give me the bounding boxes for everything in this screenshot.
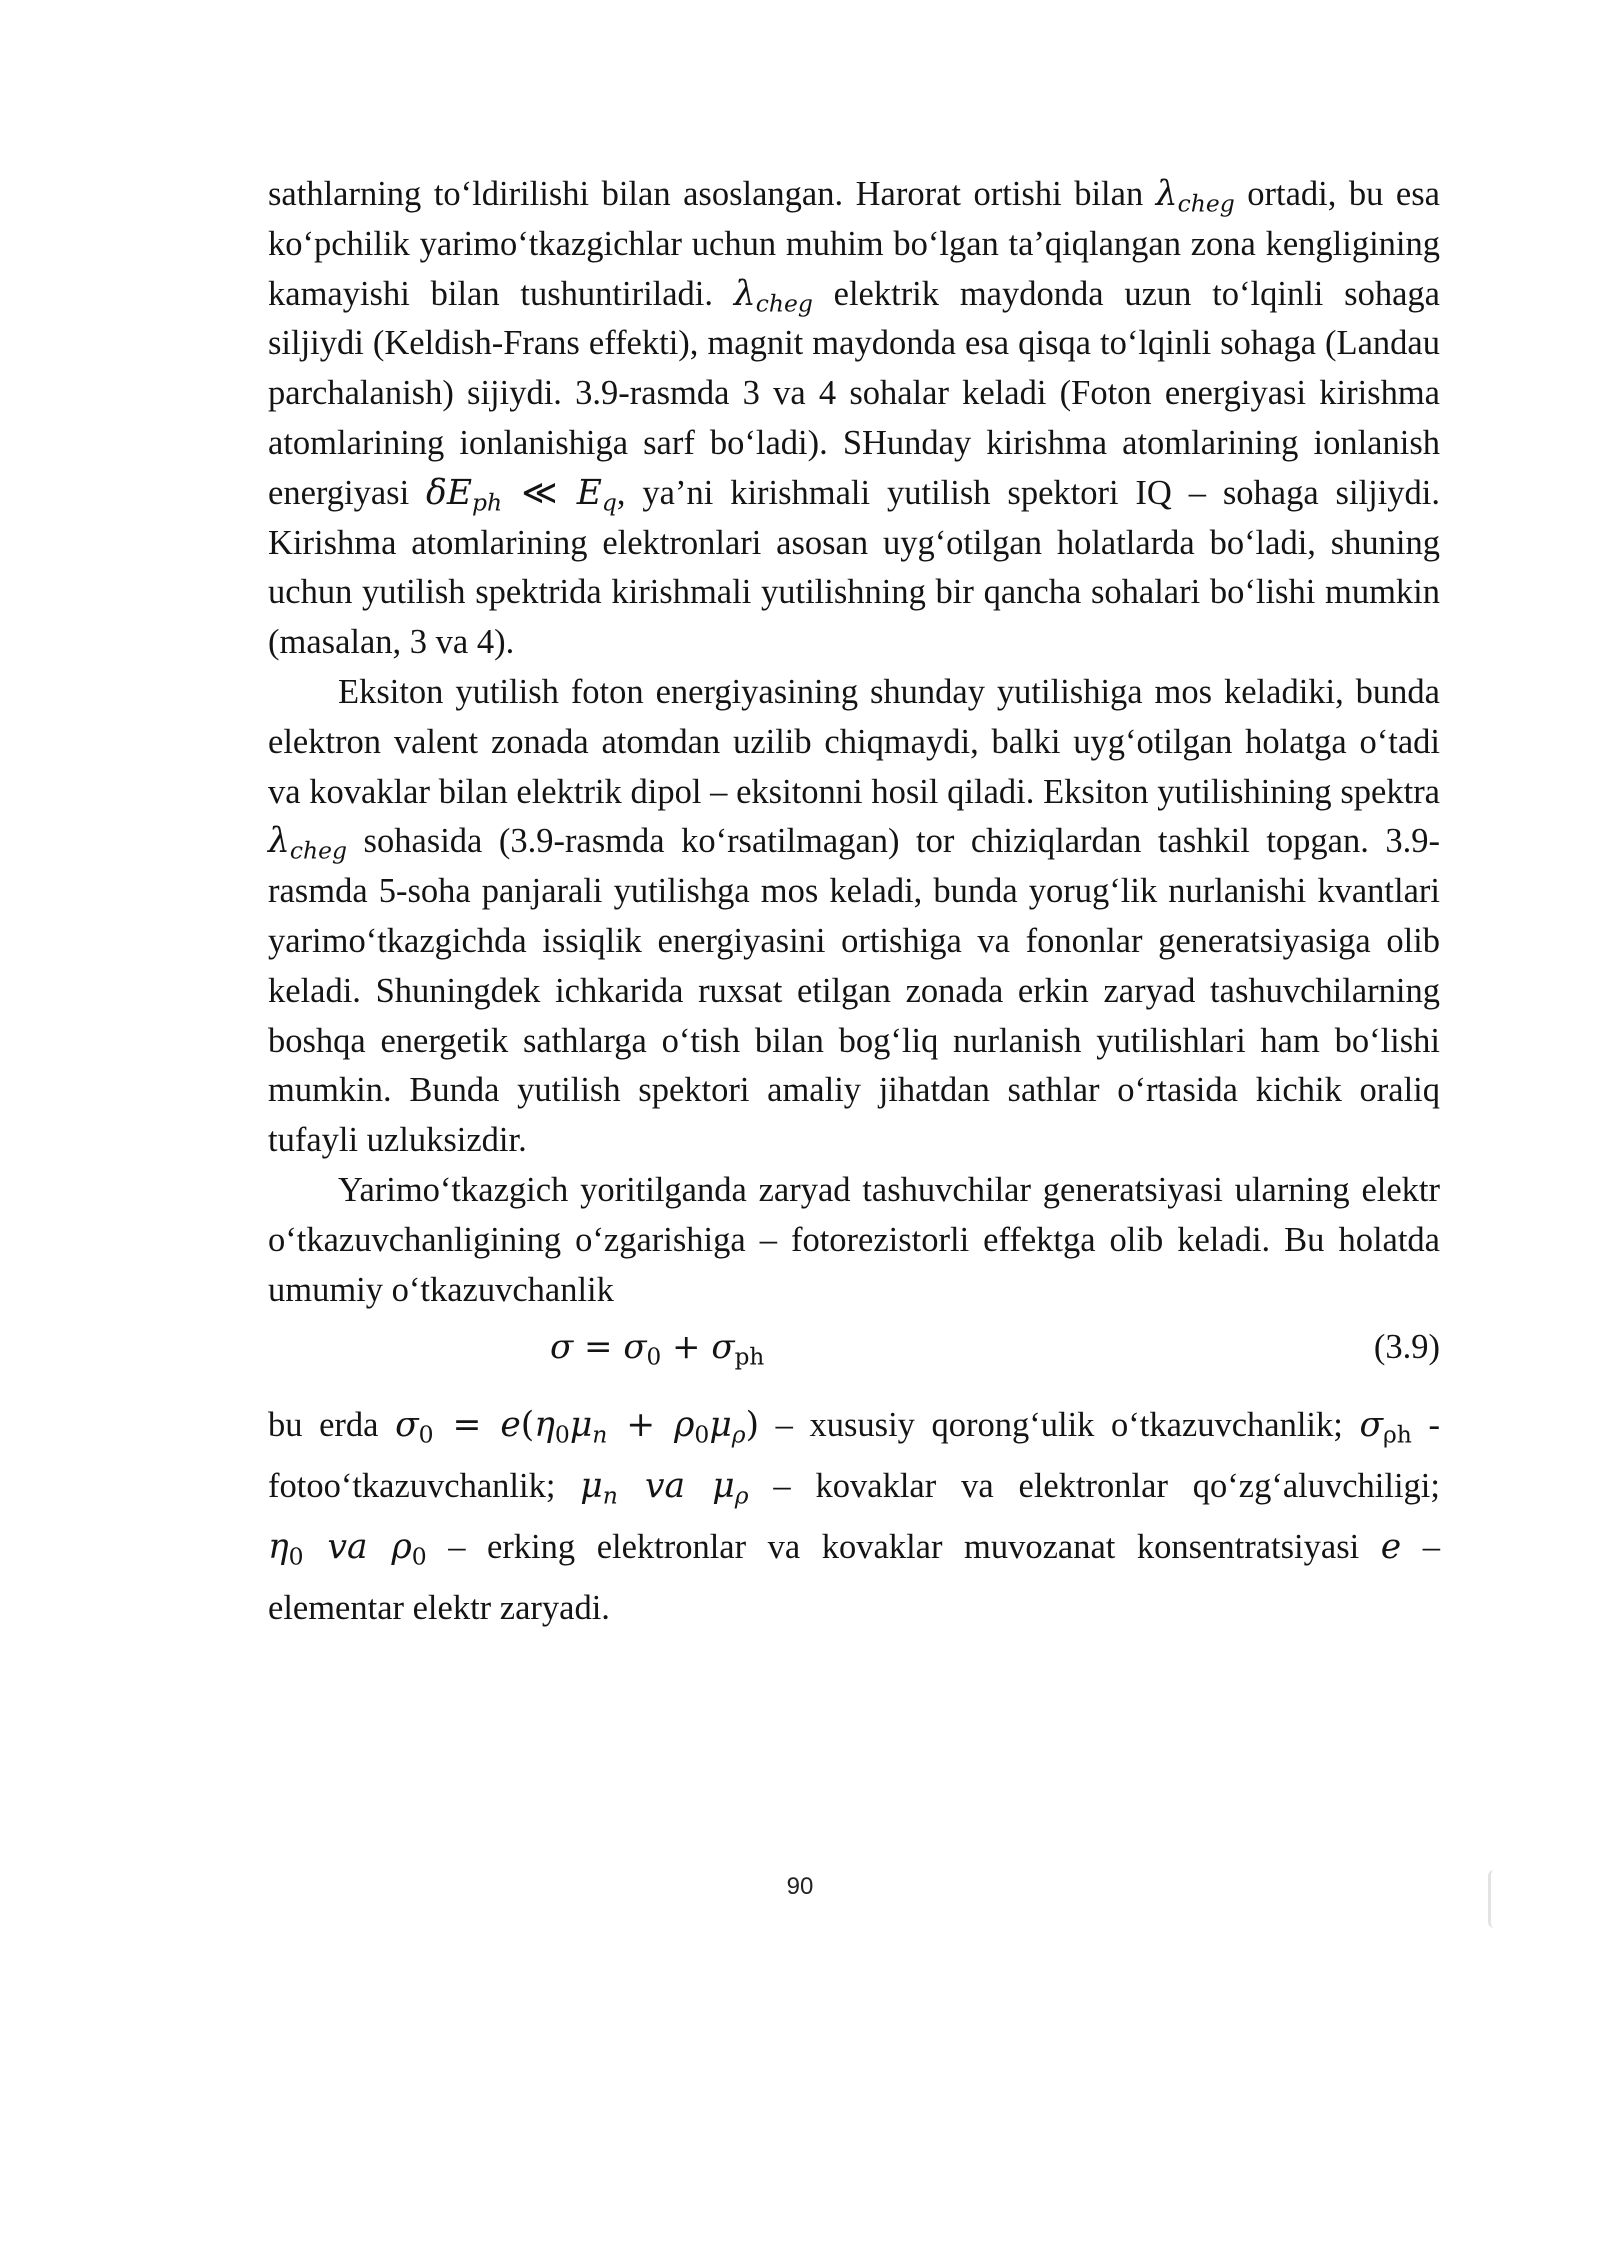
text-run: bu erda: [268, 1406, 396, 1445]
page-number: 90: [786, 1873, 814, 1900]
concentration-symbols: $\eta_0$ va $\rho_0$: [268, 1527, 427, 1571]
text-run: – erking elektronlar va kovaklar muvozanat konsentratsiyasi: [426, 1528, 1381, 1567]
text-run: – elementar elektr zaryadi.: [268, 1528, 1441, 1628]
elementary-charge-symbol: e: [1380, 1527, 1402, 1568]
equation-number: (3.9): [1373, 1328, 1440, 1367]
text-run: - fotoo‘tkazuvchanlik;: [268, 1406, 1440, 1506]
page-edge-mark: [1488, 1870, 1497, 1928]
lambda-cheg-symbol: $\lambda_{cheg}$: [733, 273, 813, 318]
paragraph-3: [268, 1166, 1440, 1315]
text-run: sohasida (3.9-rasmda ko‘rsatilmagan) tor chiziqlardan tashkil topgan. 3.9-rasmda 5-soha panjarali yutilishga mos keladi, bunda yorug‘lik nurlanishi kvantlari yarimo‘tkazgichda issiqlik energiyasini ortishiga va fononlar generatsiyasiga olib keladi. Shuningdek ichkarida ruxsat etilgan zonada erkin zaryad tashuvchilarning boshqa energetik sathlarga o‘tish bilan bog‘liq nurlanish yutilishlari ham bo‘lishi mumkin. Bunda yutilish spektori amaliy jihatdan sathlar o‘rtasida kichik oraliq tufayli uzluksizdir.: [268, 822, 1440, 1160]
equation-3-9: [268, 1319, 1440, 1381]
text-run: ortadi, bu esa ko‘pchilik yarimo‘tkazgichlar uchun muhim bo‘lgan ta’qiqlangan zona kengligining kamayishi bilan tushuntiriladi.: [268, 175, 1440, 313]
text-run: elektrik maydonda uzun to‘lqinli sohaga siljiydi (Keldish-Frans effekti), magnit maydonda esa qisqa to‘lqinli sohaga (Landau parchalanish) sijiydi. 3.9-rasmda 3 va 4 sohalar keladi (Foton energiyasi kirishma atomlarining ionlanishiga sarf bo‘ladi). SHunday kirishma atomlarining ionlanish energiyasi: [268, 274, 1440, 512]
page-body: [268, 170, 1440, 1639]
text-run: – kovaklar va elektronlar qo‘zg‘aluvchiligi;: [748, 1467, 1440, 1506]
ionization-energy-inequality: $\delta E_{ph}$ ≪ $E_q$: [426, 472, 617, 517]
lambda-cheg-symbol: $\lambda_{cheg}$: [1155, 174, 1235, 218]
text-run: , ya’ni kirishmali yutilish spektori IQ – sohaga siljiydi. Kirishma atomlarining elektronlari asosan uyg‘otilgan holatlarda bo‘ladi, shuning uchun yutilish spektrida kirishmali yutilishning bir qancha sohalari bo‘lishi mumkin (masalan, 3 va 4).: [268, 473, 1441, 662]
paragraph-2: [268, 668, 1440, 1166]
paragraph-4: [268, 1395, 1440, 1639]
text-run: sathlarning to‘ldirilishi bilan asoslangan. Harorat ortishi bilan: [268, 175, 1156, 213]
text-run: Eksiton yutilish foton energiyasining shunday yutilishiga mos keladiki, bunda elektron valent zonada atomdan uzilib chiqmaydi, balki uyg‘otilgan holatga o‘tadi va kovaklar bilan elektrik dipol – eksitonni hosil qiladi. Eksiton yutilishining spektra: [268, 672, 1440, 811]
lambda-cheg-symbol: $\lambda_{cheg}$: [268, 821, 348, 865]
text-run: – xususiy qorong‘ulik o‘tkazuvchanlik;: [759, 1406, 1360, 1445]
text-run: Yarimo‘tkazgich yoritilganda zaryad tashuvchilar generatsiyasi ularning elektr o‘tkazuvchanligining o‘zgarishiga – fotorezistorli effektga olib keladi. Bu holatda umumiy o‘tkazuvchanlik: [268, 1170, 1440, 1309]
dark-conductivity-formula: $\sigma_0 = e(\eta_0\mu_n + \rho_0\mu_\rho)$: [395, 1405, 760, 1449]
photoconductivity-symbol: $\sigma_{\rho h}$: [1359, 1405, 1412, 1449]
paragraph-1: [268, 170, 1440, 668]
mobility-symbols: $\mu_n$ va $\mu_\rho$: [580, 1466, 749, 1510]
conductivity-formula: $\sigma = \sigma_0 + \sigma_{ph}$: [550, 1327, 765, 1371]
